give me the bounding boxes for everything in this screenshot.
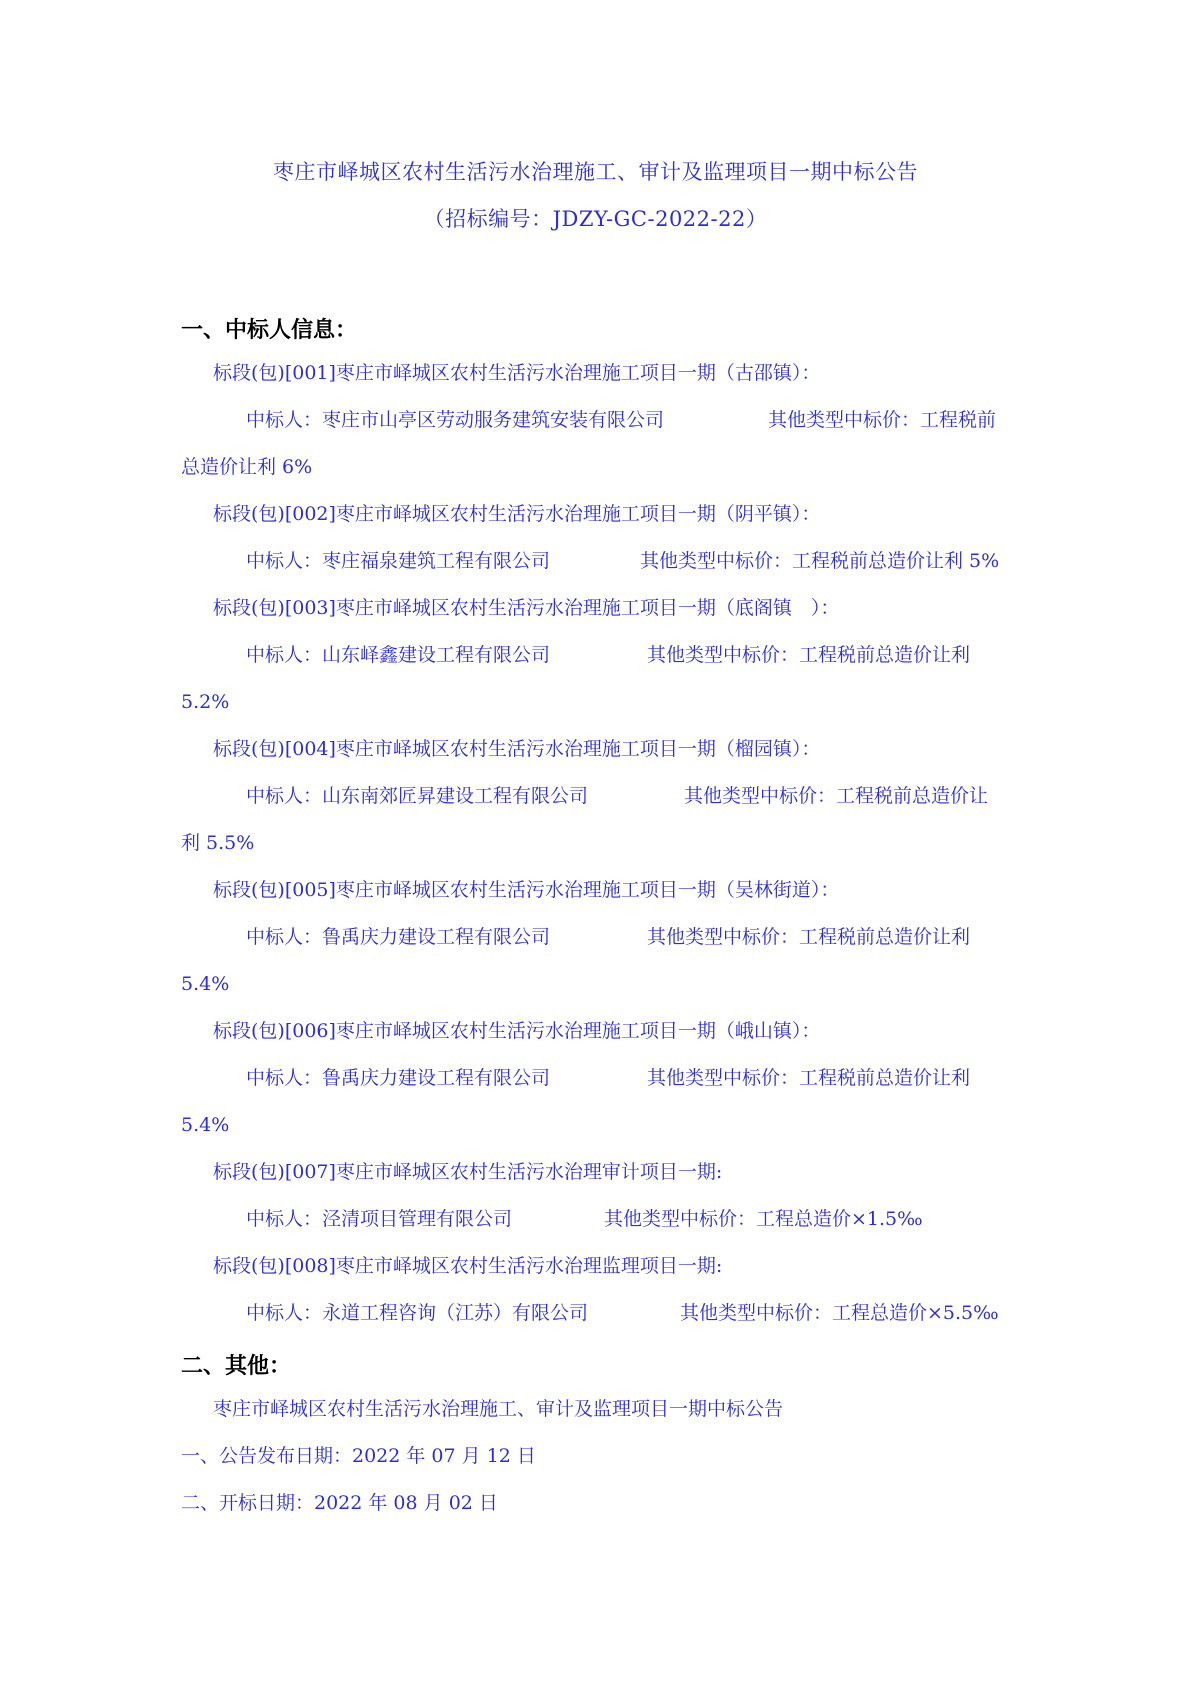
winning-price: 其他类型中标价：工程税前总造价让利 — [647, 644, 971, 666]
lot-title: 标段(包)[008]枣庄市峄城区农村生活污水治理监理项目一期: — [213, 1255, 723, 1277]
lot-title: 标段(包)[005]枣庄市峄城区农村生活污水治理施工项目一期（吴林街道）： — [213, 879, 840, 901]
winning-price-continued: 利 5.5% — [181, 832, 255, 854]
lot-title: 标段(包)[007]枣庄市峄城区农村生活污水治理审计项目一期: — [213, 1161, 723, 1183]
winner-name: 中标人：山东南郊匠昇建设工程有限公司 — [246, 785, 589, 807]
winning-price: 其他类型中标价：工程税前总造价让利 5% — [640, 550, 1000, 572]
winning-price: 其他类型中标价：工程税前总造价让 — [684, 785, 989, 807]
winner-name: 中标人：鲁禹庆力建设工程有限公司 — [246, 1067, 551, 1089]
winner-name: 中标人：鲁禹庆力建设工程有限公司 — [246, 926, 551, 948]
winning-price: 其他类型中标价：工程总造价×1.5‰ — [604, 1208, 923, 1230]
winner-name: 中标人：枣庄福泉建筑工程有限公司 — [246, 550, 551, 572]
tender-number: （招标编号：JDZY-GC-2022-22） — [423, 207, 768, 231]
winning-price: 其他类型中标价：工程税前总造价让利 — [647, 1067, 971, 1089]
winning-price: 其他类型中标价：工程总造价×5.5‰ — [680, 1302, 999, 1324]
winning-price-continued: 5.4% — [181, 1114, 230, 1136]
section-heading-other: 二、其他： — [181, 1354, 292, 1379]
document-title: 枣庄市峄城区农村生活污水治理施工、审计及监理项目一期中标公告 — [273, 160, 918, 184]
winner-name: 中标人：山东峄鑫建设工程有限公司 — [246, 644, 551, 666]
winning-price: 其他类型中标价：工程税前 — [768, 409, 997, 431]
winning-price: 其他类型中标价：工程税前总造价让利 — [647, 926, 971, 948]
publish-date: 一、公告发布日期：2022 年 07 月 12 日 — [181, 1445, 536, 1467]
other-intro: 枣庄市峄城区农村生活污水治理施工、审计及监理项目一期中标公告 — [213, 1398, 784, 1420]
opening-date: 二、开标日期：2022 年 08 月 02 日 — [181, 1492, 498, 1514]
winning-price-continued: 总造价让利 6% — [181, 456, 313, 478]
winner-name: 中标人：泾清项目管理有限公司 — [246, 1208, 513, 1230]
winner-name: 中标人：枣庄市山亭区劳动服务建筑安装有限公司 — [246, 409, 665, 431]
section-heading-winners: 一、中标人信息： — [181, 318, 358, 343]
lot-title: 标段(包)[001]枣庄市峄城区农村生活污水治理施工项目一期（古邵镇）： — [213, 362, 821, 384]
winning-price-continued: 5.4% — [181, 973, 230, 995]
winning-price-continued: 5.2% — [181, 691, 230, 713]
lot-title: 标段(包)[003]枣庄市峄城区农村生活污水治理施工项目一期（底阁镇 ）： — [213, 597, 840, 619]
lot-title: 标段(包)[006]枣庄市峄城区农村生活污水治理施工项目一期（峨山镇）： — [213, 1020, 821, 1042]
lot-title: 标段(包)[002]枣庄市峄城区农村生活污水治理施工项目一期（阴平镇）： — [213, 503, 821, 525]
lot-title: 标段(包)[004]枣庄市峄城区农村生活污水治理施工项目一期（榴园镇）： — [213, 738, 821, 760]
winner-name: 中标人：永道工程咨询（江苏）有限公司 — [246, 1302, 589, 1324]
